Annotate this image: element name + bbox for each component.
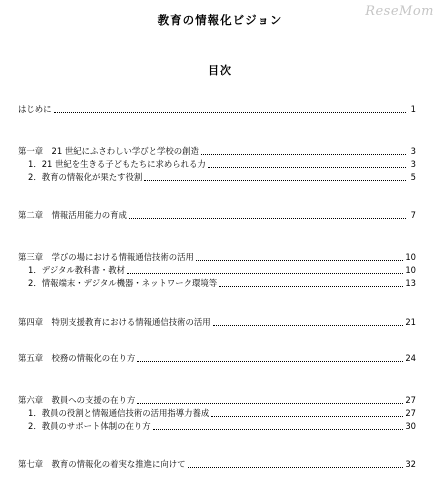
toc-entry-label: 第六章 教員への支援の在り方 <box>18 395 136 405</box>
toc-heading: 目次 <box>208 64 232 77</box>
toc-entry-page: 21 <box>405 317 416 327</box>
toc-entry-label: 第七章 教育の情報化の着実な推進に向けて <box>18 459 186 469</box>
dot-leader <box>208 167 406 168</box>
toc-entry-label: 1．21 世紀を生きる子どもたちに求められる力 <box>28 159 206 169</box>
toc-entry-label: 第三章 学びの場における情報通信技術の活用 <box>18 252 194 262</box>
toc-entry-chapter-3-section-2[interactable] <box>28 275 416 289</box>
toc-entry-label: 第二章 情報活用能力の育成 <box>18 210 127 220</box>
toc-entry-page: 7 <box>410 210 416 220</box>
toc-entry-label: 2．情報端末・デジタル機器・ネットワーク環境等 <box>28 278 218 288</box>
toc-entry-page: 27 <box>405 395 416 405</box>
toc-entry-page: 3 <box>410 159 416 169</box>
toc-entry-page: 5 <box>410 172 416 182</box>
resemom-watermark: ReseMom <box>365 4 434 19</box>
toc-entry-label: はじめに <box>18 104 52 114</box>
toc-entry-page: 10 <box>405 252 416 262</box>
dot-leader <box>201 154 406 155</box>
toc-entry-label: 2．教育の情報化が果たす役割 <box>28 172 143 182</box>
toc-entry-chapter-3[interactable] <box>18 249 416 263</box>
toc-entry-label: 1．デジタル教科書・教材 <box>28 265 125 275</box>
toc-entry-chapter-6-section-2[interactable] <box>28 418 416 432</box>
toc-entry-chapter-1-section-1[interactable] <box>28 156 416 170</box>
toc-entry-label: 第五章 校務の情報化の在り方 <box>18 353 136 363</box>
toc-entry-introduction[interactable] <box>18 101 416 115</box>
toc-entry-page: 32 <box>405 459 416 469</box>
dot-leader <box>211 416 403 417</box>
toc-entry-chapter-7[interactable] <box>18 456 416 470</box>
toc-entry-page: 1 <box>410 104 416 114</box>
document-title: 教育の情報化ビジョン <box>157 13 283 27</box>
toc-entry-page: 13 <box>405 278 416 288</box>
dot-leader <box>196 260 403 261</box>
toc-entry-chapter-1-section-2[interactable] <box>28 169 416 183</box>
toc-entry-page: 3 <box>410 146 416 156</box>
dot-leader <box>219 286 403 287</box>
dot-leader <box>54 112 407 113</box>
toc-entry-chapter-6-section-1[interactable] <box>28 405 416 419</box>
toc-entry-chapter-4[interactable] <box>18 314 416 328</box>
toc-entry-label: 第一章 21 世紀にふさわしい学びと学校の創造 <box>18 146 199 156</box>
dot-leader <box>153 429 404 430</box>
toc-entry-chapter-2[interactable] <box>18 207 416 221</box>
toc-entry-chapter-6[interactable] <box>18 392 416 406</box>
dot-leader <box>127 273 403 274</box>
toc-entry-chapter-3-section-1[interactable] <box>28 262 416 276</box>
dot-leader <box>213 325 404 326</box>
dot-leader <box>137 403 403 404</box>
toc-entry-label: 2．教員のサポート体制の在り方 <box>28 421 151 431</box>
toc-entry-page: 10 <box>405 265 416 275</box>
dot-leader <box>188 467 404 468</box>
toc-entry-label: 第四章 特別支援教育における情報通信技術の活用 <box>18 317 211 327</box>
dot-leader <box>129 218 406 219</box>
dot-leader <box>144 180 406 181</box>
toc-entry-label: 1．教員の役割と情報通信技術の活用指導力養成 <box>28 408 210 418</box>
dot-leader <box>137 361 403 362</box>
toc-entry-page: 27 <box>405 408 416 418</box>
toc-entry-page: 24 <box>405 353 416 363</box>
toc-entry-chapter-1[interactable] <box>18 143 416 157</box>
toc-entry-page: 30 <box>405 421 416 431</box>
toc-entry-chapter-5[interactable] <box>18 350 416 364</box>
